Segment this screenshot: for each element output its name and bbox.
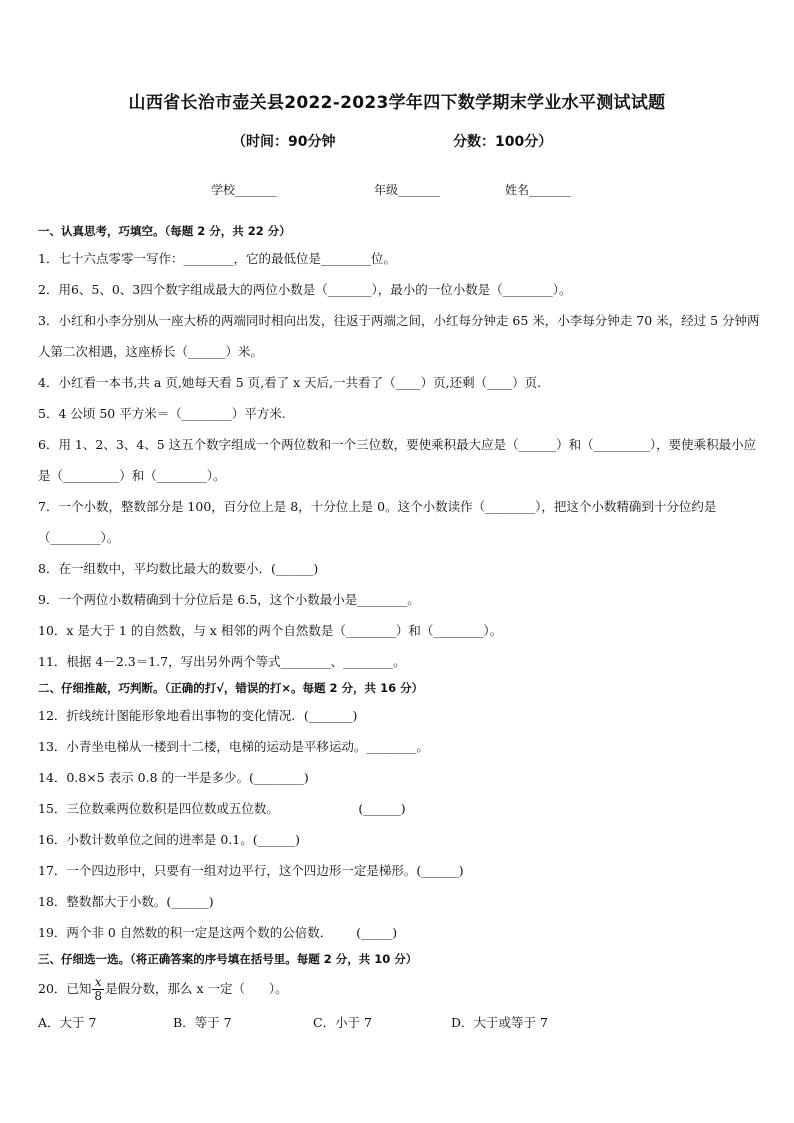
section-1-title: 一、认真思考，巧填空。（每题 2 分，共 22 分） [38, 224, 291, 238]
exam-score: 分数：100分） [453, 134, 553, 150]
section-2-title: 二、仔细推敲，巧判断。（正确的打√，错误的打×。每题 2 分，共 16 分） [38, 681, 424, 695]
question-20 [38, 971, 760, 1007]
question-1: 1．七十六点零零一写作：________，它的最低位是________位。 [38, 251, 396, 266]
section-3-title: 三、仔细选一选。（将正确答案的序号填在括号里。每题 2 分，共 10 分） [38, 952, 418, 966]
option-b[interactable]: B．等于 7 [173, 1015, 232, 1030]
question-14: 14．0.8×5 表示 0.8 的一半是多少。(________) [38, 770, 309, 785]
option-a[interactable]: A．大于 7 [38, 1015, 97, 1030]
question-11: 11．根据 4－2.3＝1.7，写出另外两个等式________、________。 [38, 654, 406, 669]
question-18: 18．整数都大于小数。(______) [38, 894, 214, 909]
question-2: 2．用6、5、0、3四个数字组成最大的两位小数是（_______），最小的一位小数是（________）。 [38, 282, 572, 297]
exam-title: 山西省长治市壶关县2022-2023学年四下数学期末学业水平测试试题 [128, 93, 666, 113]
question-13: 13．小青坐电梯从一楼到十二楼，电梯的运动是平移运动。________。 [38, 739, 429, 754]
exam-content [38, 220, 760, 1038]
school-field[interactable]: 学校_______ [211, 183, 278, 197]
question-3: 3．小红和小李分别从一座大桥的两端同时相向出发，往返于两端之间，小红每分钟走 65 米，小李每分钟走 70 米，经过 5 分钟两人第二次相遇，这座桥长（______）米。 [38, 313, 760, 359]
option-d[interactable]: D．大于或等于 7 [451, 1015, 548, 1030]
fraction-numerator: x [92, 976, 104, 990]
question-19: 19．两个非 0 自然数的积一定是这两个数的公倍数． (_____) [38, 925, 398, 940]
option-c[interactable]: C．小于 7 [313, 1015, 372, 1030]
question-20-text-before: 20．已知 [38, 981, 92, 996]
question-20-text-after: 是假分数，那么 x 一定（ ）。 [105, 981, 288, 996]
fraction-denominator: 8 [94, 989, 103, 1003]
question-8: 8．在一组数中，平均数比最大的数要小．(______) [38, 561, 319, 576]
question-16: 16．小数计数单位之间的进率是 0.1。(______) [38, 832, 301, 847]
question-17: 17．一个四边形中，只要有一组对边平行，这个四边形一定是梯形。(______) [38, 863, 464, 878]
grade-field[interactable]: 年级_______ [374, 183, 441, 197]
name-field[interactable]: 姓名_______ [505, 183, 572, 197]
question-7: 7．一个小数，整数部分是 100，百分位上是 8，十分位上是 0。这个小数读作（________），把这个小数精确到十分位约是（________）。 [38, 499, 717, 545]
question-4: 4．小红看一本书,共 a 页,她每天看 5 页,看了 x 天后,一共看了（____）页,还剩（____）页. [38, 375, 542, 390]
question-5: 5．4 公顷 50 平方米＝（________）平方米. [38, 406, 286, 421]
question-15: 15．三位数乘两位数积是四位数或五位数。 (______) [38, 801, 406, 816]
question-20-options [38, 1007, 760, 1038]
question-6: 6．用 1、2、3、4、5 这五个数字组成一个两位数和一个三位数，要使乘积最大应是（______）和（_________），要使乘积最小应是（_________）和（________）。 [38, 437, 757, 483]
question-10: 10．x 是大于 1 的自然数，与 x 相邻的两个自然数是（________）和（________）。 [38, 623, 503, 638]
fraction-x-over-8 [92, 976, 104, 1003]
exam-time: （时间：90分钟 [232, 134, 336, 150]
question-12: 12．折线统计图能形象地看出事物的变化情况．(_______) [38, 708, 358, 723]
question-9: 9．一个两位小数精确到十分位后是 6.5，这个小数最小是________。 [38, 592, 420, 607]
